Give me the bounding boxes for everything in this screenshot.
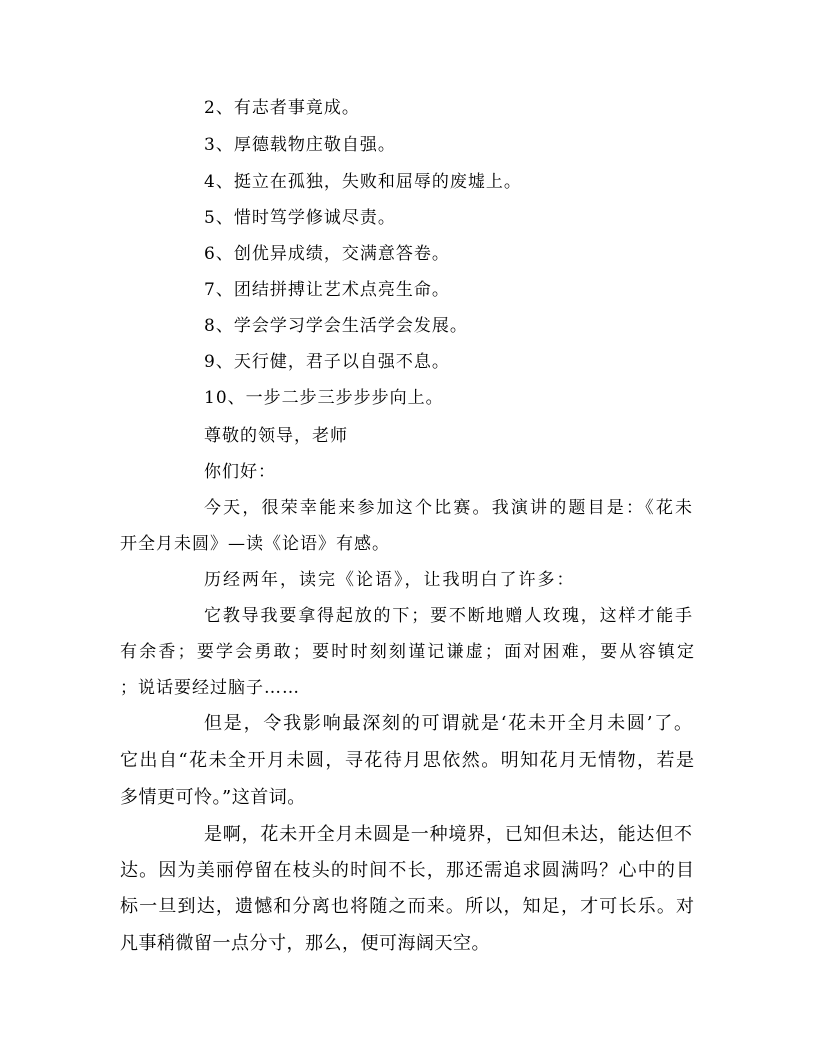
list-item: 5、惜时笃学修诚尽责。 (204, 208, 396, 228)
paragraph-line: 达。因为美丽停留在枝头的时间不长，那还需追求圆满吗？心中的目 (120, 860, 694, 881)
paragraph-line: 有余香；要学会勇敢；要时时刻刻谨记谦虚；面对困难，要从容镇定 (120, 642, 694, 662)
paragraph-line: 它出自“花未全开月未圆，寻花待月思依然。明知花月无情物，若是 (120, 750, 694, 771)
paragraph-line: 标一旦到达，遗憾和分离也将随之而来。所以，知足，才可长乐。对 (120, 896, 694, 917)
paragraph-line: 凡事稍微留一点分寸，那么，便可海阔天空。 (120, 933, 490, 954)
list-item: 8、学会学习学会生活学会发展。 (204, 316, 468, 336)
paragraph-line: 开全月未圆》—读《论语》有感。 (120, 534, 390, 554)
list-item: 4、挺立在孤独，失败和屈辱的废墟上。 (204, 172, 522, 192)
paragraph-line: ；说话要经过脑子…… (120, 678, 300, 698)
greeting: 你们好： (204, 462, 276, 482)
paragraph-line: 是啊，花未开全月未圆是一种境界，已知但未达，能达但不 (204, 824, 692, 845)
paragraph-line: 今天，很荣幸能来参加这个比赛。我演讲的题目是：《花未 (204, 498, 692, 518)
list-item: 6、创优异成绩，交满意答卷。 (204, 244, 450, 264)
paragraph-line: 但是，令我影响最深刻的可谓就是‘花未开全月未圆’了。 (204, 713, 692, 734)
list-item: 9、天行健，君子以自强不息。 (204, 352, 450, 372)
list-item: 10、一步二步三步步步向上。 (204, 388, 444, 408)
salutation: 尊敬的领导，老师 (204, 426, 348, 446)
paragraph-line: 多情更可怜。”这首词。 (120, 787, 306, 808)
paragraph-line: 历经两年，读完《论语》，让我明白了许多： (204, 570, 576, 590)
list-item: 3、厚德载物庄敬自强。 (204, 135, 396, 155)
list-item: 2、有志者事竟成。 (204, 98, 360, 118)
list-item: 7、团结拼搏让艺术点亮生命。 (204, 280, 450, 300)
paragraph-line: 它教导我要拿得起放的下；要不断地赠人玫瑰，这样才能手 (204, 606, 692, 626)
